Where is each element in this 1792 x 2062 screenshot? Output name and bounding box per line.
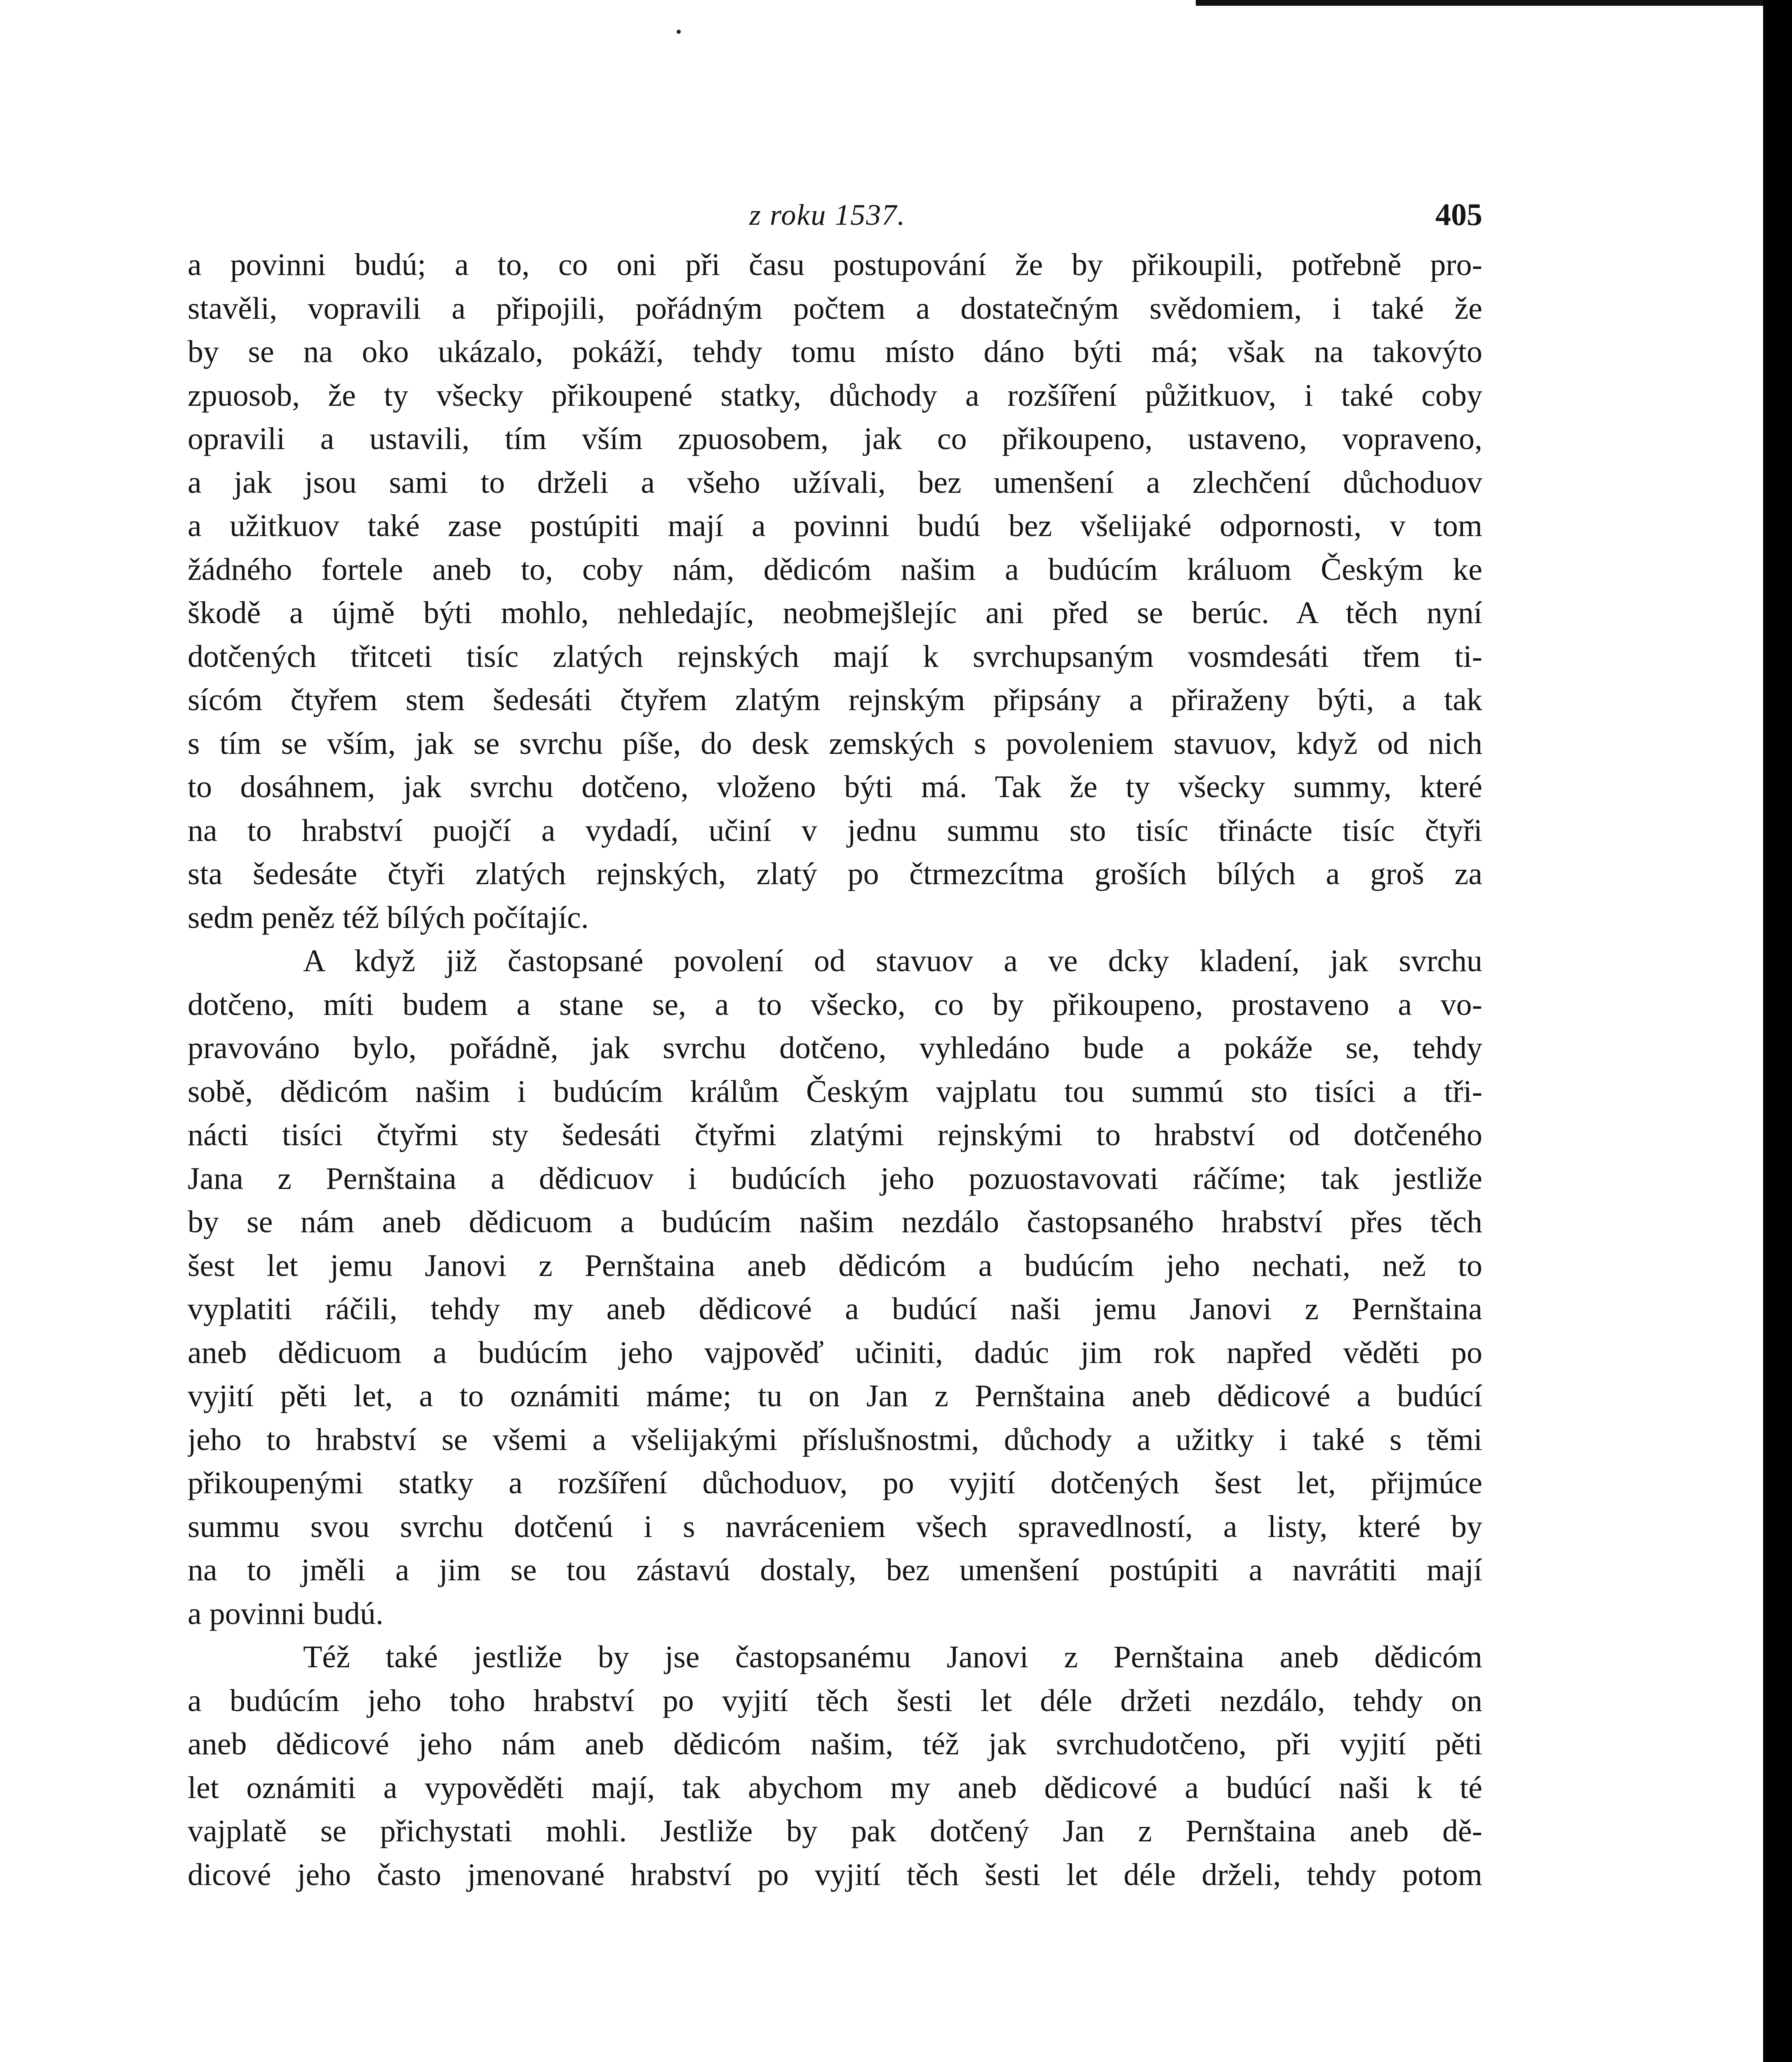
text-line: přikoupenými statky a rozšíření důchoduov, po vyjití dotčených šest let, přijmúce xyxy=(188,1466,1482,1500)
text-line: sícóm čtyřem stem šedesáti čtyřem zlatým rejnským připsány a přiraženy býti, a tak xyxy=(188,683,1482,717)
body-text xyxy=(188,243,1482,1897)
text-line: jeho to hrabství se všemi a všelijakými příslušnostmi, důchody a užitky i také s těmi xyxy=(188,1422,1482,1457)
text-line-paragraph-start: Též také jestliže by jse častopsanému Janovi z Pernštaina aneb dědicóm xyxy=(303,1640,1482,1674)
text-line: na to hrabství puojčí a vydadí, učiní v jednu summu sto tisíc třinácte tisíc čtyři xyxy=(188,813,1482,848)
text-line: nácti tisíci čtyřmi sty šedesáti čtyřmi zlatými rejnskými to hrabství od dotčeného xyxy=(188,1118,1482,1152)
book-page xyxy=(188,194,1482,1897)
text-line: let oznámiti a vypověděti mají, tak abychom my aneb dědicové a budúcí naši k té xyxy=(188,1770,1482,1805)
text-line: opravili a ustavili, tím vším zpuosobem, jak co přikoupeno, ustaveno, vopraveno, xyxy=(188,421,1482,456)
text-line: summu svou svrchu dotčenú i s navráceniem všech spravedlností, a listy, které by xyxy=(188,1509,1482,1544)
text-line: to dosáhnem, jak svrchu dotčeno, vloženo býti má. Tak že ty všecky summy, které xyxy=(188,770,1482,804)
text-line: vyplatiti ráčili, tehdy my aneb dědicové a budúcí naši jemu Janovi z Pernštaina xyxy=(188,1292,1482,1326)
text-line: a budúcím jeho toho hrabství po vyjití těch šesti let déle držeti nezdálo, tehdy on xyxy=(188,1683,1482,1718)
text-line: a jak jsou sami to drželi a všeho užívali, bez umenšení a zlechčení důchoduov xyxy=(188,465,1482,500)
running-title: z roku 1537. xyxy=(749,198,906,231)
text-line-paragraph-end: sedm peněz též bílých počítajíc. xyxy=(188,900,589,935)
text-line: na to jměli a jim se tou zástavú dostaly, bez umenšení postúpiti a navrátiti mají xyxy=(188,1553,1482,1587)
page-number: 405 xyxy=(1435,198,1482,232)
text-line: zpuosob, že ty všecky přikoupené statky, důchody a rozšíření půžitkuov, i také coby xyxy=(188,378,1482,413)
text-line: vajplatě se přichystati mohli. Jestliže by pak dotčený Jan z Pernštaina aneb dě- xyxy=(188,1814,1482,1848)
text-line: vyjití pěti let, a to oznámiti máme; tu on Jan z Pernštaina aneb dědicové a budúcí xyxy=(188,1379,1482,1413)
scan-speck xyxy=(677,30,681,34)
text-line: a povinni budú; a to, co oni při času postupování že by přikoupili, potřebně pro- xyxy=(188,247,1482,282)
text-line-paragraph-end: a povinni budú. xyxy=(188,1596,383,1631)
text-line: by se na oko ukázalo, pokáží, tehdy tomu místo dáno býti má; však na takovýto xyxy=(188,334,1482,369)
page-header xyxy=(188,194,1482,243)
text-line: a užitkuov také zase postúpiti mají a povinni budú bez všelijaké odpornosti, v tom xyxy=(188,508,1482,543)
text-line: sobě, dědicóm našim i budúcím králům Českým vajplatu tou summú sto tisíci a tři- xyxy=(188,1074,1482,1109)
text-line: škodě a újmě býti mohlo, nehledajíc, neobmejšlejíc ani před se berúc. A těch nyní xyxy=(188,596,1482,630)
text-line: stavěli, vopravili a připojili, pořádným počtem a dostatečným svědomiem, i také že xyxy=(188,291,1482,326)
text-line: Jana z Pernštaina a dědicuov i budúcích jeho pozuostavovati ráčíme; tak jestliže xyxy=(188,1161,1482,1196)
text-line: šest let jemu Janovi z Pernštaina aneb dědicóm a budúcím jeho nechati, než to xyxy=(188,1248,1482,1283)
scan-top-edge xyxy=(1196,0,1763,6)
text-line: aneb dědicové jeho nám aneb dědicóm našim, též jak svrchudotčeno, při vyjití pěti xyxy=(188,1727,1482,1761)
text-line: aneb dědicuom a budúcím jeho vajpověď učiniti, dadúc jim rok napřed věděti po xyxy=(188,1335,1482,1370)
text-line: žádného fortele aneb to, coby nám, dědicóm našim a budúcím králuom Českým ke xyxy=(188,552,1482,587)
text-line: dicové jeho často jmenované hrabství po vyjití těch šesti let déle drželi, tehdy potom xyxy=(188,1857,1482,1892)
scan-right-edge xyxy=(1763,0,1792,2062)
text-line: pravováno bylo, pořádně, jak svrchu dotčeno, vyhledáno bude a pokáže se, tehdy xyxy=(188,1031,1482,1065)
text-line: s tím se vším, jak se svrchu píše, do desk zemských s povoleniem stavuov, když od nich xyxy=(188,726,1482,761)
text-line: dotčených třitceti tisíc zlatých rejnských mají k svrchupsaným vosmdesáti třem ti- xyxy=(188,639,1482,674)
text-line: by se nám aneb dědicuom a budúcím našim nezdálo častopsaného hrabství přes těch xyxy=(188,1205,1482,1239)
text-line-paragraph-start: A když již častopsané povolení od stavuov a ve dcky kladení, jak svrchu xyxy=(303,944,1482,978)
text-line: sta šedesáte čtyři zlatých rejnských, zlatý po čtrmezcítma groších bílých a groš za xyxy=(188,857,1482,891)
text-line: dotčeno, míti budem a stane se, a to všecko, co by přikoupeno, prostaveno a vo- xyxy=(188,987,1482,1022)
